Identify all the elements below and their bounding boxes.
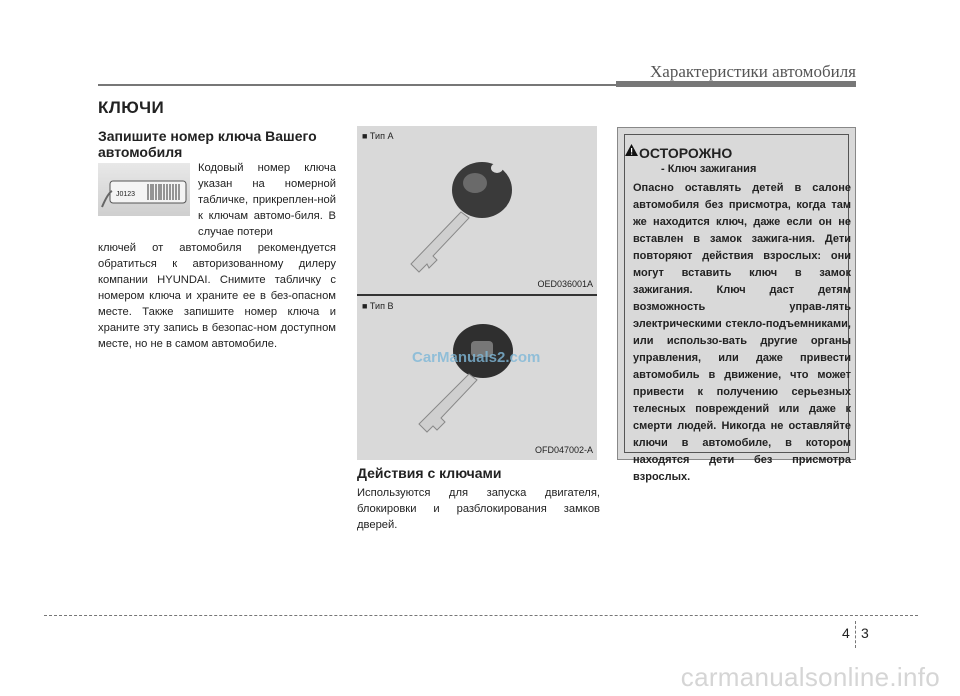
key-b-icon bbox=[357, 296, 597, 460]
warning-subheading: - Ключ зажигания bbox=[661, 163, 757, 175]
section-title: КЛЮЧИ bbox=[98, 98, 165, 117]
chapter-title: Характеристики автомобиля bbox=[650, 62, 856, 81]
key-type-a-label: ■ Тип А bbox=[362, 131, 394, 141]
warning-heading: ОСТОРОЖНО bbox=[639, 145, 733, 161]
key-actions-title: Действия с ключами bbox=[357, 465, 502, 481]
warning-text: Опасно оставлять детей в салоне автомобиля без присмотра, когда там же находится ключ, даже если он не вставлен в замок зажига-ния. Дети повторяют действия взрослых: они могут вставить ключ в замок зажигания. Ключ даст детям возможность управ-лять электрическими стекло-подъемниками, или использо-вать другие органы управления, или даже привести автомобиль в движение, что может привести к получению серьезных телесных повреждений или даже к смерти людей. Никогда не оставляйте ключи в автомобиле, в котором находятся дети без присмотра взрослых. bbox=[633, 182, 851, 483]
footer-site: carmanualsonline.info bbox=[680, 662, 940, 692]
header-rule-thick bbox=[616, 81, 856, 87]
photo-code-b: OFD047002-A bbox=[534, 445, 593, 455]
key-tag-image bbox=[98, 163, 190, 216]
header-rule bbox=[98, 84, 616, 86]
warning-box bbox=[617, 127, 856, 483]
chapter-number: 4 bbox=[842, 625, 850, 641]
page-divider bbox=[855, 621, 856, 648]
warning-icon bbox=[625, 143, 638, 161]
key-type-b-photo bbox=[357, 296, 597, 460]
photo-code-a: OED036001A bbox=[537, 279, 593, 289]
page-number: 3 bbox=[861, 625, 869, 641]
record-key-text-1: Кодовый номер ключа указан на номерной табличке, прикреплен-ной к ключам автомо-биля. В случае потери bbox=[198, 162, 336, 238]
key-type-a-photo bbox=[357, 126, 597, 294]
record-key-title: Запишите номер ключа Вашего автомобиля bbox=[98, 128, 317, 160]
record-key-text-2: ключей от автомобиля рекомендуется обратиться к авторизованному дилеру компании HYUNDAI. Снимите табличку с номером ключа и храните ее в без-опасном месте. Также запишите номер ключа и храните эту запись в безопас-ном доступном месте, но не в самом автомобиле. bbox=[98, 242, 336, 350]
watermark-text: CarManuals2.com bbox=[412, 349, 541, 366]
tag-number: J0123 bbox=[116, 191, 136, 198]
footer-rule bbox=[44, 615, 918, 616]
key-actions-text: Используются для запуска двигателя, блокировки и разблокирования замков дверей. bbox=[357, 487, 600, 531]
key-type-b-label: ■ Тип В bbox=[362, 301, 394, 311]
key-a-icon bbox=[357, 126, 597, 294]
